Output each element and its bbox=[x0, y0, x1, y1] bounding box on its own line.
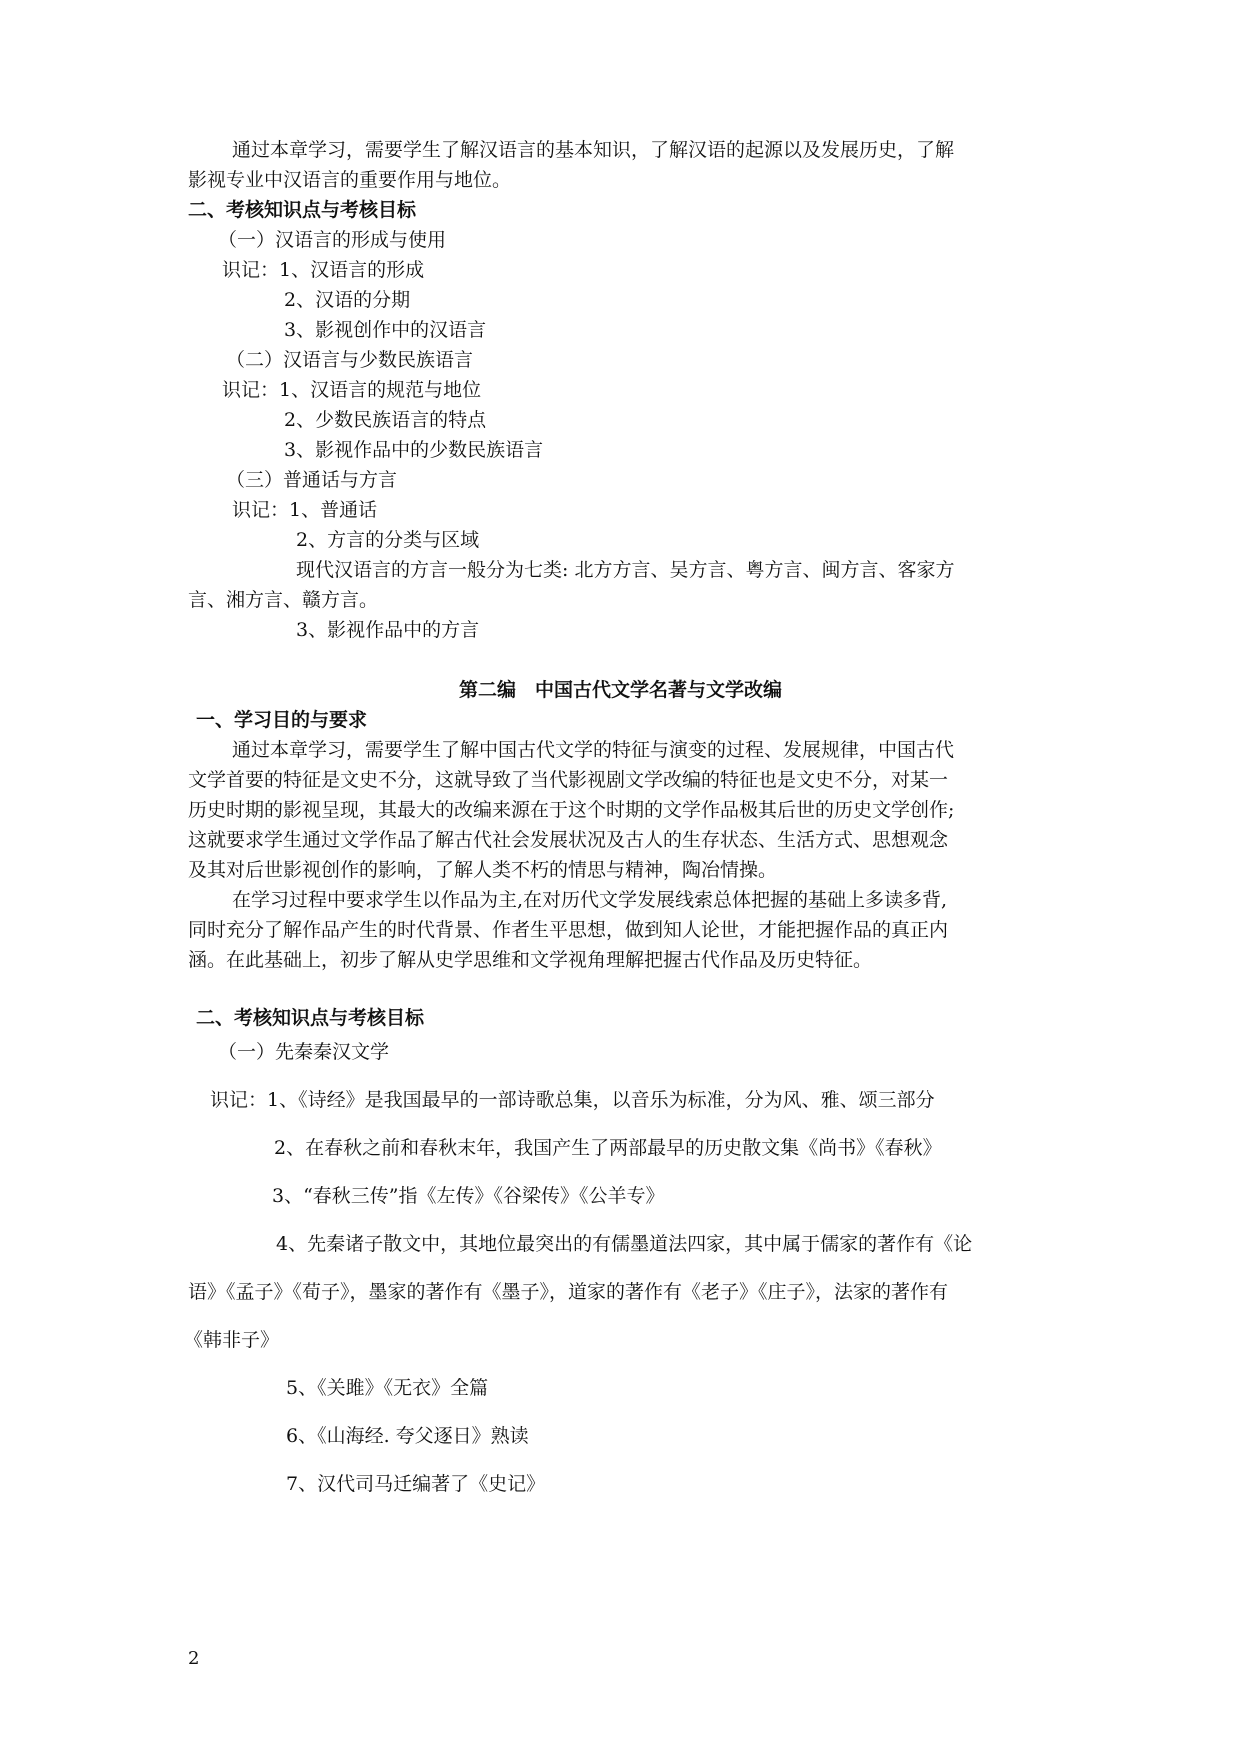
paragraph-2-line-1: 在学习过程中要求学生以作品为主,在对历代文学发展线索总体把握的基础上多读多背, bbox=[232, 889, 948, 911]
list-item: 识记：1、《诗经》是我国最早的一部诗歌总集，以音乐为标准，分为风、雅、颂三部分 bbox=[210, 1089, 935, 1111]
list-item-continuation: 《韩非子》 bbox=[184, 1329, 280, 1351]
list-item: 5、《关雎》《无衣》全篇 bbox=[286, 1377, 489, 1399]
list-item: 2、汉语的分期 bbox=[284, 289, 411, 311]
list-item: 2、少数民族语言的特点 bbox=[284, 409, 487, 431]
intro-paragraph-line-1: 通过本章学习，需要学生了解汉语言的基本知识，了解汉语的起源以及发展历史，了解 bbox=[232, 139, 955, 161]
note-line-2: 言、湘方言、赣方言。 bbox=[188, 589, 379, 611]
paragraph-1-line-1: 通过本章学习，需要学生了解中国古代文学的特征与演变的过程、发展规律，中国古代 bbox=[232, 739, 955, 761]
paragraph-1-line-4: 这就要求学生通过文学作品了解古代社会发展状况及古人的生存状态、生活方式、思想观念 bbox=[188, 829, 949, 851]
list-item: 7、汉代司马迁编著了《史记》 bbox=[286, 1473, 546, 1495]
section-heading: 一、学习目的与要求 bbox=[196, 709, 368, 731]
paragraph-1-line-3: 历史时期的影视呈现，其最大的改编来源在于这个时期的文学作品极其后世的历史文学创作; bbox=[188, 799, 955, 821]
list-item: 3、影视作品中的少数民族语言 bbox=[284, 439, 544, 461]
paragraph-2-line-2: 同时充分了解作品产生的时代背景、作者生平思想，做到知人论世，才能把握作品的真正内 bbox=[188, 919, 949, 941]
subsection-heading: （一）先秦秦汉文学 bbox=[218, 1041, 390, 1063]
subsection-heading: （三）普通话与方言 bbox=[226, 469, 398, 491]
part-title: 第二编 中国古代文学名著与文学改编 bbox=[458, 679, 782, 701]
paragraph-1-line-5: 及其对后世影视创作的影响，了解人类不朽的情思与精神，陶冶情操。 bbox=[188, 859, 778, 881]
list-item: 3、“春秋三传”指《左传》《谷梁传》《公羊专》 bbox=[272, 1185, 665, 1207]
list-item: 3、影视创作中的汉语言 bbox=[284, 319, 487, 341]
section-heading: 二、考核知识点与考核目标 bbox=[196, 1007, 425, 1029]
list-item: 6、《山海经. 夸父逐日》熟读 bbox=[286, 1425, 529, 1447]
paragraph-2-line-3: 涵。在此基础上，初步了解从史学思维和文学视角理解把握古代作品及历史特征。 bbox=[188, 949, 873, 971]
list-item: 2、在春秋之前和春秋末年，我国产生了两部最早的历史散文集《尚书》《春秋》 bbox=[274, 1137, 942, 1159]
list-item: 识记：1、普通话 bbox=[232, 499, 378, 521]
note-line-1: 现代汉语言的方言一般分为七类: 北方方言、吴方言、粤方言、闽方言、客家方 bbox=[296, 559, 955, 581]
list-item-continuation: 语》《孟子》《荀子》，墨家的著作有《墨子》，道家的著作有《老子》《庄子》，法家的著作有 bbox=[188, 1281, 949, 1303]
list-item: 3、影视作品中的方言 bbox=[296, 619, 480, 641]
subsection-heading: （一）汉语言的形成与使用 bbox=[218, 229, 447, 251]
list-item: 识记：1、汉语言的规范与地位 bbox=[222, 379, 482, 401]
list-item: 4、先秦诸子散文中，其地位最突出的有儒墨道法四家，其中属于儒家的著作有《论 bbox=[276, 1233, 973, 1255]
subsection-heading: （二）汉语言与少数民族语言 bbox=[226, 349, 474, 371]
page-number: 2 bbox=[188, 1648, 200, 1669]
list-item: 识记：1、汉语言的形成 bbox=[222, 259, 425, 281]
intro-paragraph-line-2: 影视专业中汉语言的重要作用与地位。 bbox=[188, 169, 512, 191]
section-heading: 二、考核知识点与考核目标 bbox=[188, 199, 417, 221]
list-item: 2、方言的分类与区域 bbox=[296, 529, 480, 551]
paragraph-1-line-2: 文学首要的特征是文史不分，这就导致了当代影视剧文学改编的特征也是文史不分，对某一 bbox=[188, 769, 949, 791]
